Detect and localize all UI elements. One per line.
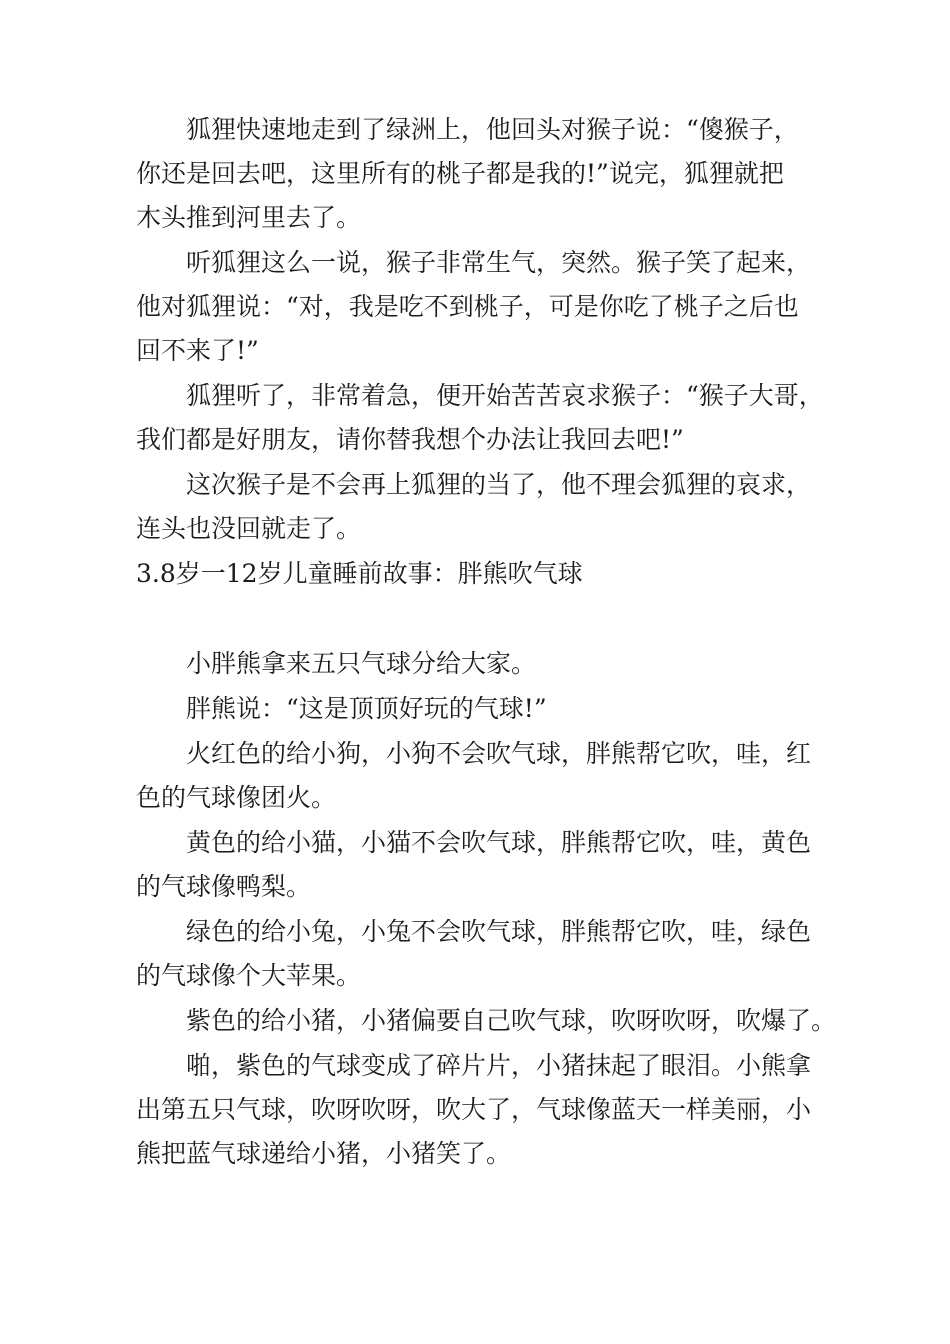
story-heading: 3.8岁一12岁儿童睡前故事：胖熊吹气球 xyxy=(136,559,583,588)
paragraph: 听狐狸这么一说，猴子非常生气，突然。猴子笑了起来， 他对狐狸说：“对，我是吃不到桃子，可是你吃了桃子之后也 回不来了!” xyxy=(136,248,812,365)
paragraph: 狐狸听了，非常着急，便开始苦苦哀求猴子：“猴子大哥， 我们都是好朋友，请你替我想个办法让我回去吧!” xyxy=(136,381,824,454)
paragraph: 小胖熊拿来五只气球分给大家。 xyxy=(186,649,537,678)
paragraph: 狐狸快速地走到了绿洲上，他回头对猴子说：“傻猴子， 你还是回去吧，这里所有的桃子都是我的!”说完，狐狸就把 木头推到河里去了。 xyxy=(136,115,799,232)
document-body xyxy=(136,108,842,1177)
paragraph: 啪，紫色的气球变成了碎片片，小猪抹起了眼泪。小熊拿 出第五只气球，吹呀吹呀，吹大了，气球像蓝天一样美丽，小 熊把蓝气球递给小猪，小猪笑了。 xyxy=(136,1051,812,1168)
paragraph: 这次猴子是不会再上狐狸的当了，他不理会狐狸的哀求， 连头也没回就走了。 xyxy=(136,470,812,543)
paragraph: 绿色的给小兔，小兔不会吹气球，胖熊帮它吹，哇，绿色 的气球像个大苹果。 xyxy=(136,917,812,990)
paragraph: 胖熊说：“这是顶顶好玩的气球!” xyxy=(186,694,547,723)
paragraph: 紫色的给小猪，小猪偏要自己吹气球，吹呀吹呀，吹爆了。 xyxy=(186,1006,837,1035)
paragraph: 火红色的给小狗，小狗不会吹气球，胖熊帮它吹，哇，红 色的气球像团火。 xyxy=(136,739,812,812)
paragraph: 黄色的给小猫，小猫不会吹气球，胖熊帮它吹，哇，黄色 的气球像鸭梨。 xyxy=(136,828,812,901)
